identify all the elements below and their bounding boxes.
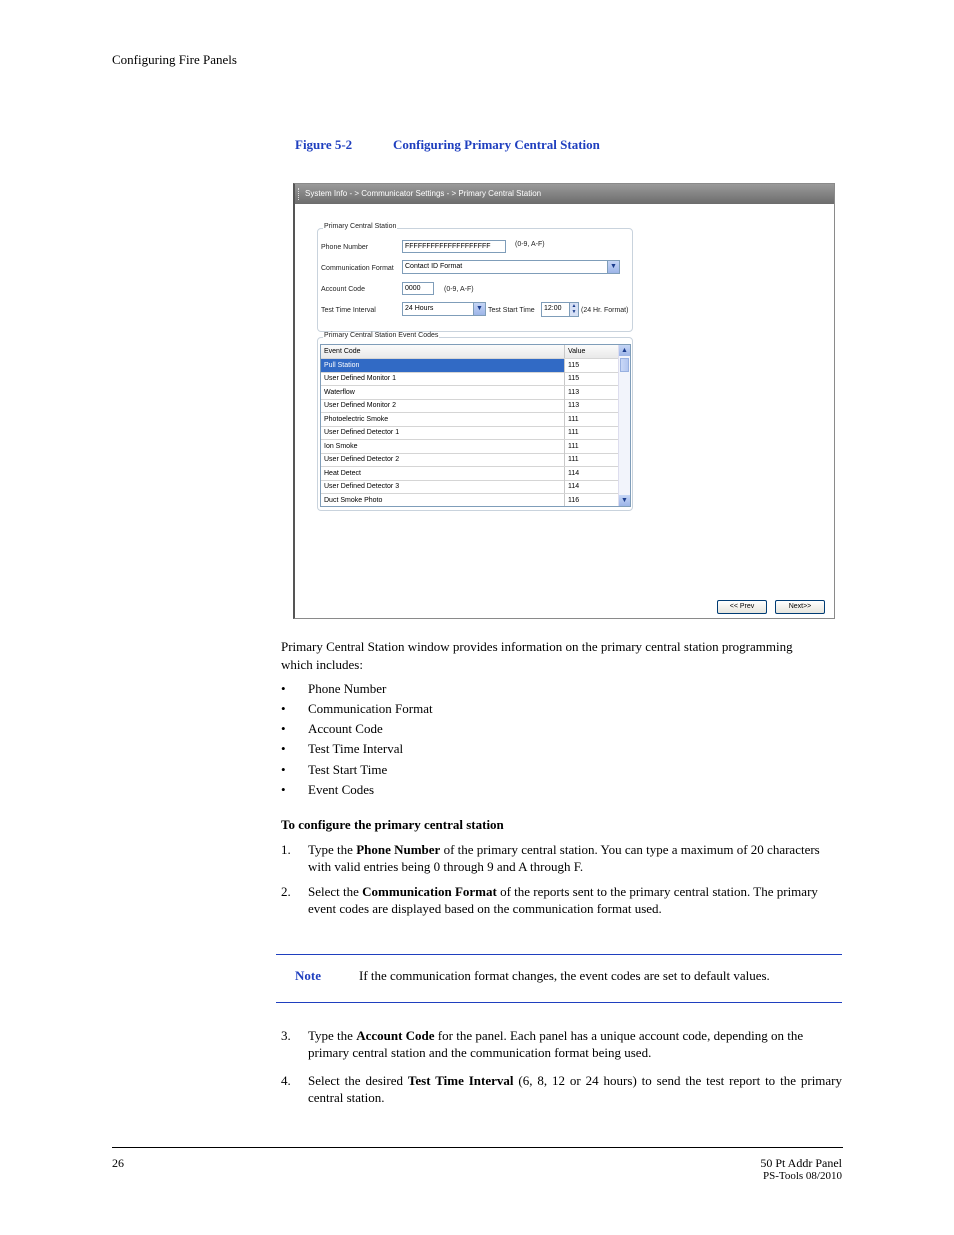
value-cell[interactable]: 115	[568, 375, 580, 382]
bullet-icon: •	[281, 741, 286, 756]
test-time-interval-value: 24 Hours	[405, 305, 434, 312]
value-cell[interactable]: 114	[568, 483, 580, 490]
table-row[interactable]	[321, 426, 618, 440]
account-code-input[interactable]: 0000	[402, 282, 434, 295]
step-number: 2.	[281, 884, 291, 899]
footer-rule	[112, 1147, 843, 1148]
step-number: 3.	[281, 1028, 291, 1043]
window-titlebar	[295, 184, 834, 204]
step-text: of the primary central station. You can type a maximum of 20 characters with valid entries being 0 through 9 and A through F.	[308, 842, 820, 874]
table-row[interactable]	[321, 386, 618, 400]
table-scrollbar[interactable]	[618, 345, 630, 506]
value-cell[interactable]: 115	[568, 361, 580, 369]
procedure-title: To configure the primary central station	[281, 817, 504, 832]
page-number: 26	[112, 1156, 124, 1170]
communication-format-label: Communication Format	[321, 265, 394, 272]
test-time-interval-select[interactable]	[402, 302, 486, 316]
step-number: 4.	[281, 1073, 291, 1088]
bullet-text: Account Code	[308, 721, 383, 736]
step-text: (6, 8, 12 or 24 hours) to send the test report to the primary central station.	[308, 1073, 843, 1105]
table-row[interactable]	[321, 440, 618, 454]
table-row[interactable]	[321, 359, 618, 373]
bullet-icon: •	[281, 701, 286, 716]
breadcrumb: System Info - > Communicator Settings - > Primary Central Station	[305, 189, 542, 198]
event-code-cell: User Defined Detector 2	[321, 453, 565, 466]
table-row[interactable]	[321, 467, 618, 481]
step-text: Type the	[308, 1028, 357, 1043]
note-label: Note	[295, 968, 321, 983]
step-text: Select the	[308, 884, 363, 899]
next-button[interactable]: Next>>	[775, 600, 825, 614]
event-code-cell: User Defined Monitor 2	[321, 399, 565, 412]
value-cell[interactable]: 111	[568, 415, 579, 423]
event-code-cell: Pull Station	[321, 359, 565, 372]
column-header-event-code[interactable]: Event Code	[321, 345, 565, 358]
communication-format-value: Contact ID Format	[405, 263, 463, 270]
value-cell[interactable]: 111	[568, 456, 579, 463]
test-start-time-spinner[interactable]	[541, 302, 579, 317]
value-cell[interactable]: 111	[568, 429, 579, 436]
event-code-cell: User Defined Detector 3	[321, 480, 565, 493]
value-cell[interactable]: 116	[568, 496, 580, 504]
step-emphasis: Account Code	[356, 1028, 435, 1043]
scroll-up-icon[interactable]: ▲	[619, 345, 630, 356]
chevron-down-icon[interactable]: ▼	[607, 261, 619, 273]
group-title: Primary Central Station	[324, 223, 397, 230]
value-cell[interactable]: 113	[568, 402, 580, 409]
event-code-cell: User Defined Monitor 1	[321, 372, 565, 385]
bullet-text: Test Start Time	[308, 762, 388, 777]
bullet-icon: •	[281, 681, 286, 696]
event-codes-group-title: Primary Central Station Event Codes	[324, 332, 439, 339]
event-codes-table	[320, 344, 631, 507]
table-row[interactable]	[321, 372, 618, 386]
step-emphasis: Communication Format	[362, 884, 497, 899]
event-code-cell: Waterflow	[321, 386, 565, 399]
table-row[interactable]	[321, 413, 618, 427]
bullet-text: Phone Number	[308, 681, 387, 696]
footer-product: 50 Pt Addr Panel	[760, 1156, 842, 1170]
test-start-time-label: Test Start Time	[488, 307, 535, 314]
figure-number: Figure 5-2	[295, 137, 353, 152]
event-code-cell: Heat Detect	[321, 467, 565, 480]
phone-number-label: Phone Number	[321, 244, 369, 251]
grip-icon	[298, 188, 301, 200]
step-text: of the reports sent to the primary central station. The primary event codes are displayed based on the communication format used.	[308, 884, 818, 916]
bullet-text: Communication Format	[308, 701, 433, 716]
figure-title: Configuring Primary Central Station	[393, 137, 600, 152]
running-header: Configuring Fire Panels	[112, 52, 237, 67]
intro-line-2: which includes:	[281, 657, 363, 672]
table-row[interactable]	[321, 399, 618, 413]
scroll-thumb[interactable]	[620, 358, 629, 372]
intro-line-1: Primary Central Station window provides information on the primary central station programming	[281, 639, 793, 654]
step-emphasis: Phone Number	[356, 842, 441, 857]
bullet-icon: •	[281, 721, 286, 736]
chevron-down-icon[interactable]: ▼	[473, 303, 485, 315]
event-code-cell: Photoelectric Smoke	[321, 413, 565, 426]
bullet-text: Event Codes	[308, 782, 375, 797]
value-cell[interactable]: 111	[568, 442, 579, 450]
table-row[interactable]	[321, 480, 618, 494]
value-cell[interactable]: 113	[568, 388, 580, 396]
phone-number-input[interactable]: FFFFFFFFFFFFFFFFFFFF	[402, 240, 506, 253]
table-row[interactable]	[321, 453, 618, 467]
step-emphasis: Test Time Interval	[407, 1073, 514, 1088]
communication-format-select[interactable]	[402, 260, 620, 274]
value-cell[interactable]: 114	[568, 469, 580, 477]
table-header	[321, 345, 618, 359]
spinner-arrows-icon[interactable]: ▲ ▼	[569, 303, 578, 316]
table-row[interactable]	[321, 494, 618, 508]
step-text: Type the	[308, 842, 357, 857]
bullet-icon: •	[281, 782, 286, 797]
phone-number-hint: (0-9, A-F)	[515, 241, 545, 248]
bullet-icon: •	[281, 762, 286, 777]
test-time-interval-label: Test Time Interval	[321, 307, 376, 314]
test-start-time-hint: (24 Hr. Format)	[581, 307, 629, 314]
account-code-label: Account Code	[321, 286, 365, 293]
note-rule-top	[276, 954, 842, 955]
event-code-cell: User Defined Detector 1	[321, 426, 565, 439]
step-text: for the panel. Each panel has a unique account code, depending on the primary central station and the communication format being used.	[308, 1028, 804, 1060]
note-rule-bottom	[276, 1002, 842, 1003]
primary-central-station-window	[293, 183, 835, 619]
event-code-cell: Duct Smoke Photo	[321, 494, 565, 507]
column-header-value[interactable]: Value	[568, 348, 586, 355]
step-number: 1.	[281, 842, 291, 857]
note-text: If the communication format changes, the event codes are set to default values.	[359, 968, 770, 983]
event-code-cell: Ion Smoke	[321, 440, 565, 453]
bullet-text: Test Time Interval	[308, 741, 404, 756]
scroll-down-icon[interactable]: ▼	[619, 495, 630, 506]
step-text: Select the desired	[308, 1073, 408, 1088]
account-code-hint: (0-9, A-F)	[444, 286, 474, 293]
footer-doc: PS-Tools 08/2010	[763, 1170, 842, 1182]
prev-button[interactable]: << Prev	[717, 600, 767, 614]
test-start-time-value: 12:00	[544, 305, 562, 312]
